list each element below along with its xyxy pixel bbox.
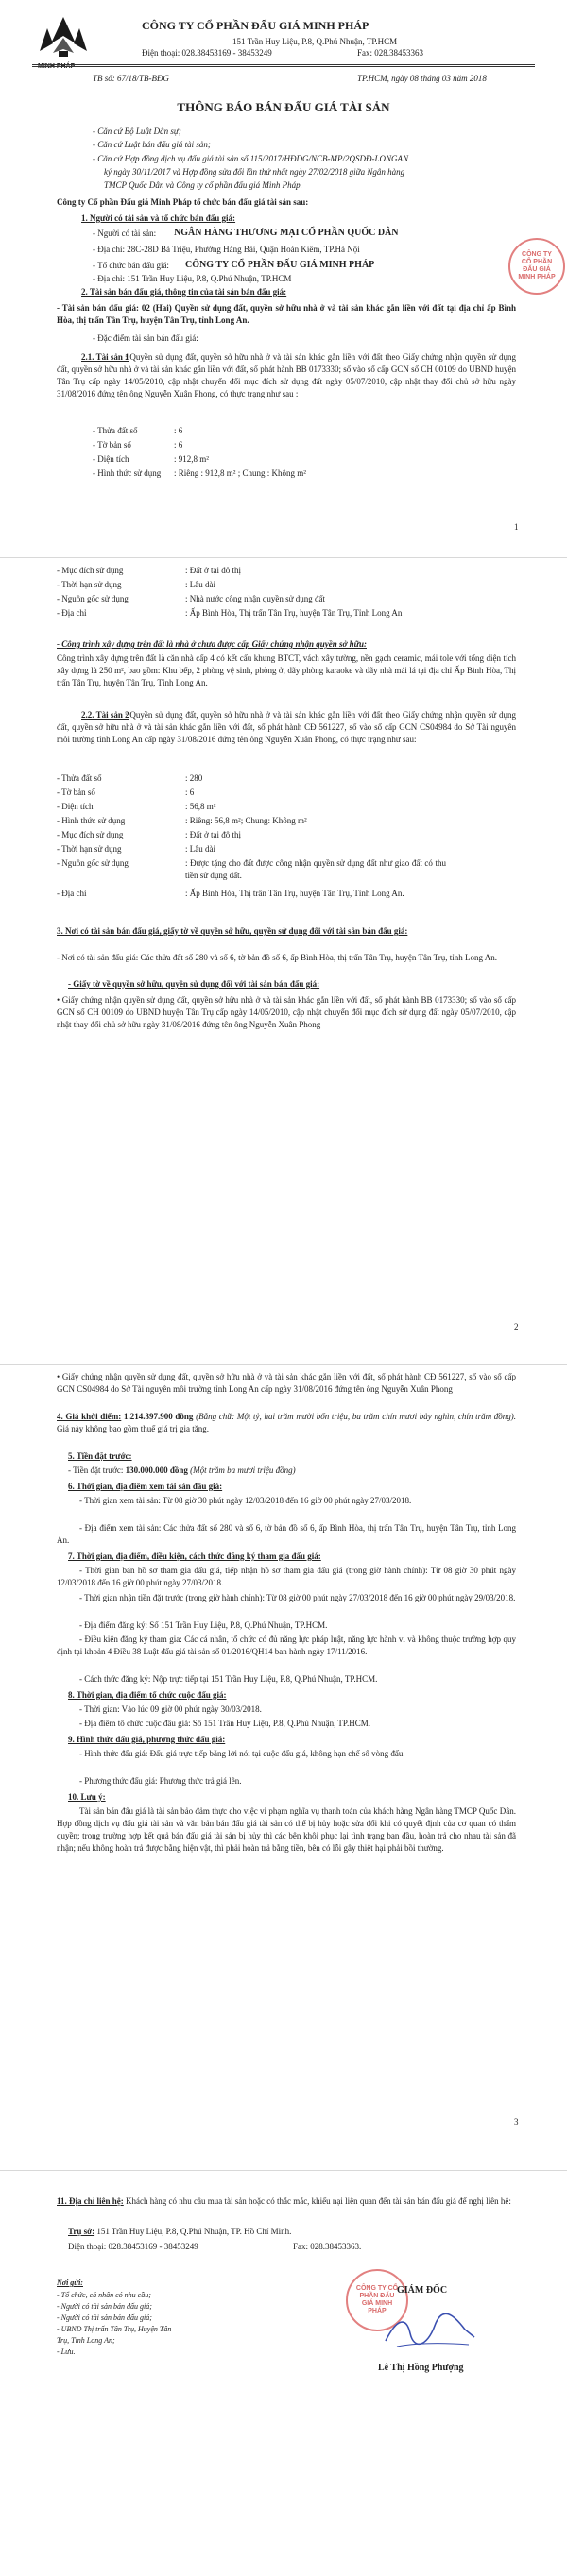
section-9-heading: 9. Hình thức đấu giá, phương thức đấu giá: [68,1735,226,1744]
asset-description: - Tài sản bán đấu giá: 02 (Hai) Quyền sử dụng đất, quyền sở hữu nhà ở và tài sản khác gắn liền với đất tại địa chỉ ấp Bình Hòa, thị trấn Tân Trụ, huyện Tân Trụ, tỉnh Long An. [57,303,516,325]
section-1-heading: 1. Người có tài sản và tổ chức bán đấu giá: [81,213,236,223]
section-8-heading: 8. Thời gian, địa điểm tổ chức cuộc đấu giá: [68,1690,227,1700]
legal-basis: TMCP Quốc Dân và Công ty cổ phần đấu giá Minh Pháp. [104,180,302,190]
spec-key: - Mục đích sử dụng [57,830,124,839]
company-name: CÔNG TY CỔ PHẦN ĐẤU GIÁ MINH PHÁP [142,19,369,32]
office-line [68,2226,291,2238]
owner-label: - Người có tài sản: [93,229,157,238]
auction-org-name: CÔNG TY CỔ PHẦN ĐẤU GIÁ MINH PHÁP [185,260,375,270]
page-separator [0,2170,567,2171]
recipient: - Người có tài sản bán đấu giá; [57,2313,152,2322]
section-6-heading: 6. Thời gian, địa điểm xem tài sản đấu giá: [68,1482,223,1491]
spec-key: - Tờ bản số [93,440,131,449]
building-heading: - Công trình xây dựng trên đất là nhà ở chưa được cấp Giấy chứng nhận quyền sở hữu: [57,639,367,649]
page-number: 2 [514,1322,519,1331]
registration-method: - Cách thức đăng ký: Nộp trực tiếp tại 151 Trần Huy Liệu, P.8, Q.Phú Nhuận, TP.HCM. [79,1674,378,1684]
page-number: 3 [514,2117,519,2127]
spec-value: : Nhà nước công nhận quyền sử dụng đất [185,594,325,603]
doc-title: THÔNG BÁO BÁN ĐẤU GIÁ TÀI SẢN [177,100,390,114]
auction-time: - Thời gian: Vào lúc 09 giờ 00 phút ngày 30/03/2018. [79,1704,262,1714]
legal-basis: - Căn cứ Luật bán đấu giá tài sản; [93,140,211,149]
spec-value: : Lâu dài [185,844,215,854]
page-1 [0,0,567,552]
signatory-title: GIÁM ĐỐC [397,2285,448,2296]
asset-1-label: 2.1. Tài sản 1 [81,352,129,362]
starting-price-note: Giá này không bao gồm thuế giá trị gia tăng. [57,1424,209,1433]
spec-value: : 56,8 m² [185,802,216,811]
company-address: 151 Trần Huy Liệu, P.8, Q.Phú Nhuận, TP.HCM [232,37,398,46]
spec-key: - Thửa đất số [57,773,102,783]
spec-value: : 6 [174,426,183,435]
office-label: Trụ sở: [68,2227,95,2236]
deposit-words: (Một trăm ba mươi triệu đồng) [190,1466,296,1475]
spec-value: : Lâu dài [185,580,215,589]
recipient: - Tổ chức, cá nhân có nhu cầu; [57,2291,151,2299]
auction-org-label: - Tổ chức bán đấu giá: [93,261,169,270]
page-separator [0,557,567,558]
spec-key: - Địa chỉ [57,608,87,618]
starting-price-words: (Bằng chữ: Một tỷ, hai trăm mười bốn triệu, ba trăm chín mươi bảy nghìn, chín trăm đồng). [196,1412,517,1421]
recipient: - UBND Thị trấn Tân Trụ, Huyện Tân [57,2325,172,2333]
spec-key: - Diện tích [57,802,94,811]
deposit-amount: 130.000.000 đồng [125,1466,188,1475]
spec-value: : Ấp Bình Hòa, Thị trấn Tân Trụ, huyện Tân Trụ, Tỉnh Long An. [185,889,404,898]
auction-form: - Hình thức đấu giá: Đấu giá trực tiếp bằng lời nói tại cuộc đấu giá, không hạn chế số vòng đấu. [79,1749,405,1758]
spec-value: : 912,8 m² [174,454,209,464]
page-number: 1 [514,522,519,532]
header-rule [32,64,535,65]
asset-2-label: 2.2. Tài sản 2 [81,710,129,720]
intro-line: Công ty Cổ phần Đấu giá Minh Pháp tổ chức bán đấu giá tài sản sau: [57,197,309,207]
section-11-heading: 11. Địa chỉ liên hệ: [57,2196,124,2206]
company-stamp [508,238,565,295]
auction-org-address: - Địa chỉ: 151 Trần Huy Liệu, P.8, Q.Phú Nhuận, TP.HCM [93,274,292,283]
spec-value: : Riêng : 912,8 m² ; Chung : Không m² [174,468,306,478]
spec-key: - Hình thức sử dụng [57,816,126,825]
section-10-heading: 10. Lưu ý: [68,1792,106,1802]
deposit-period: - Thời gian nhận tiền đặt trước (trong giờ hành chính): Từ 08 giờ 00 phút ngày 27/03/2018 đến 16 giờ 00 phút ngày 29/03/2018. [79,1593,516,1602]
deposit-label: - Tiền đặt trước: [68,1466,124,1475]
section-3-doc-1: • Giấy chứng nhận quyền sử dụng đất, quyền sở hữu nhà ở và tài sản khác gắn liền với đất, số phát hành BB 0173330; số vào sổ cấp GCN số CH 00109 do UBND huyện Tân Trụ cấp ngày 14/05/2010, cập nhật chuyển đổi mục đích sử dụng đất ngày 05/07/2010, cập nhật thay đổi chủ sở hữu ngày 31/08/2016 đứng tên ông Nguyễn Xuân Phong [57,995,516,1029]
spec-value: : Được tặng cho đất được công nhận quyền sử dụng đất như giao đất có thu tiền sử dụng đất. [185,858,446,880]
section-11-text: Khách hàng có nhu cầu mua tài sản hoặc có thắc mắc, khiếu nại liên quan đến tài sản bán đấu giá để nghị liên hệ: [126,2196,511,2206]
page-3 [0,1371,567,2164]
spec-key: - Mục đích sử dụng [57,566,124,575]
spec-value: : Đất ở tại đô thị [185,566,242,575]
spec-value: : Đất ở tại đô thị [185,830,242,839]
building-text: Công trình xây dựng trên đất là căn nhà cấp 4 có kết cấu khung BTCT, vách xây tường, nền gạch ceramic, mái tole với tổng diện tích xây dựng là 250 m², bao gồm: Khu bếp, 2 phòng vệ sinh, phòng ở, dãy phòng karaoke và dãy nhà mái lá tại địa chỉ Ấp Bình Hòa, Thị trấn Tân Trụ, huyện Tân Trụ, Tỉnh Long An. [57,653,516,687]
auction-method: - Phương thức đấu giá: Phương thức trả giá lên. [79,1776,242,1786]
doc-ref: TB số: 67/18/TB-BĐG [93,74,169,83]
spec-key: - Diện tích [93,454,129,464]
recipient: - Lưu. [57,2347,76,2356]
contact-phone: Điện thoại: 028.38453169 - 38453249 [68,2242,198,2251]
spec-value: : 6 [185,788,195,797]
spec-key: - Nguồn gốc sử dụng [57,858,129,868]
asset-2-description: : Quyền sử dụng đất, quyền sở hữu nhà ở và tài sản khác gắn liền với đất theo Giấy chứng nhận quyền sử dụng đất, quyền sở hữu nhà ở và tài sản khác gắn liền với đất, số phát hành CĐ 561227, số vào sổ cấp GCN CS04984 do Sở Tài nguyên môi trường tỉnh Long An cấp ngày 31/08/2016 đứng tên ông Nguyễn Xuân Phong, có thực trạng như sau: [57,710,516,744]
spec-key: - Thửa đất số [93,426,138,435]
asset-1-text [57,351,516,400]
registration-conditions: - Điều kiện đăng ký tham gia: Các cá nhân, tổ chức có đủ năng lực pháp luật, năng lực hành vi và không thuộc trường hợp quy định tại khoản 4 Điều 38 Luật đấu giá tài sản số 01/2016/QH14 ban hành ngày 17/11/2016. [57,1635,516,1656]
signature [378,2309,482,2354]
page-separator [0,1364,567,1365]
spec-key: - Thời hạn sử dụng [57,844,122,854]
section-3-heading: 3. Nơi có tài sản bán đấu giá, giấy tờ về quyền sở hữu, quyền sử dụng đối với tài sản bán đấu giá: [57,926,408,936]
contact-fax: Fax: 028.38453363. [293,2242,362,2251]
viewing-place: - Địa điểm xem tài sản: Các thửa đất số 280 và số 6, tờ bản đồ số 6, ấp Bình Hòa, thị trấn Tân Trụ, huyện Tân Trụ, tỉnh Long An. [57,1523,516,1545]
legal-basis: - Căn cứ Hợp đồng dịch vụ đấu giá tài sản số 115/2017/HĐDG/NCB-MP/2QSDĐ-LONGAN [93,154,409,163]
stamp-text: CÔNG TY CỔ PHẦN ĐẤU GIÁ MINH PHÁP [518,251,556,280]
section-3-docs-heading: - Giấy tờ về quyền sở hữu, quyền sử dụng đối với tài sản bán đấu giá: [68,979,320,989]
spec-value: : Ấp Bình Hòa, Thị trấn Tân Trụ, huyện Tân Trụ, Tỉnh Long An [185,608,403,618]
starting-price: 1.214.397.900 đồng [123,1412,194,1421]
company-fax: Fax: 028.38453363 [357,48,424,58]
section-7-heading: 7. Thời gian, địa điểm, điều kiện, cách thức đăng ký tham gia đấu giá: [68,1551,321,1561]
section-5-heading: 5. Tiền đặt trước: [68,1451,132,1461]
auction-place: - Địa điểm tổ chức cuộc đấu giá: Số 151 Trần Huy Liệu, P.8, Q.Phú Nhuận, TP.HCM. [79,1719,370,1728]
company-phone: Điện thoại: 028.38453169 - 38453249 [142,48,272,58]
section-3-doc-2: • Giấy chứng nhận quyền sử dụng đất, quyền sở hữu nhà ở và tài sản khác gắn liền với đất, số phát hành CĐ 561227, số vào sổ cấp GCN CS04984 do Sở Tài nguyên môi trường tỉnh Long An cấp ngày 31/08/2016 đứng tên ông Nguyễn Xuân Phong [57,1372,516,1394]
header-rule-2 [32,66,535,67]
spec-value: : 280 [185,773,203,783]
recipient: - Người có tài sản bán đấu giá; [57,2302,152,2311]
registration-place: - Địa điểm đăng ký: Số 151 Trần Huy Liệu, P.8, Q.Phú Nhuận, TP.HCM. [79,1620,328,1630]
notice-text: Tài sản bán đấu giá là tài sản bảo đảm thực cho việc vi phạm nghĩa vụ thanh toán của khách hàng Ngân hàng TMCP Quốc Dân. Hợp đồng dịch vụ đấu giá tài sản và văn bản bán đấu giá tài sản có thể bị hủy hoặc sửa đổi khi có quyết định của cơ quan có thẩm quyền; trong trường hợp kết quả bán đấu giá tài sản bị hủy thì các bên khôi phục lại tình trạng ban đầu, hoàn trả cho nhau tài sản đã nhận; nếu không hoàn trả được bằng hiện vật, thì phải hoàn trả bằng tiền, bên có lỗi gây thiệt hại phải bồi thường. [57,1806,516,1853]
asset-features-label: - Đặc điểm tài sản bán đấu giá: [93,333,198,343]
recipient: Trụ, Tỉnh Long An; [57,2336,115,2345]
registration-period: - Thời gian bán hồ sơ tham gia đấu giá, tiếp nhận hồ sơ tham gia đấu giá (trong giờ hành chính): Từ 08 giờ 30 phút ngày 12/03/2018 đến 16 giờ 00 phút ngày 27/03/2018. [57,1566,516,1587]
spec-key: - Thời hạn sử dụng [57,580,122,589]
spec-key: - Địa chỉ [57,889,87,898]
stamp-text: CÔNG TY CỔ PHẦN ĐẤU GIÁ MINH PHÁP [355,2285,399,2314]
doc-date: TP.HCM, ngày 08 tháng 03 năm 2018 [357,74,487,83]
section-2-heading: 2. Tài sản bán đấu giá, thông tin của tài sản bán đấu giá: [81,287,287,297]
signer-name: Lê Thị Hồng Phượng [378,2363,464,2373]
office-address: 151 Trần Huy Liệu, P.8, Q.Phú Nhuận, TP. Hồ Chí Minh. [96,2227,292,2236]
spec-value: : 6 [174,440,183,449]
asset-2-text [57,709,516,746]
asset-1-description: : Quyền sử dụng đất, quyền sở hữu nhà ở và tài sản khác gắn liền với đất theo Giấy chứng nhận quyền sử dụng đất, quyền sở hữu nhà ở và tài sản khác gắn liền với đất, số phát hành BB 0173330; số vào sổ cấp GCN số CH 00109 do UBND huyện Tân Trụ cấp ngày 14/05/2010, cập nhật chuyển đổi mục đích sử dụng đất ngày 05/07/2010, cập nhật thay đổi chủ sở hữu ngày 31/08/2016 đứng tên ông Nguyễn Xuân Phong, có thực trạng như sau : [57,352,516,398]
spec-key: - Tờ bản số [57,788,95,797]
page-4 [0,2177,567,2576]
spec-key: - Hình thức sử dụng [93,468,162,478]
legal-basis: ký ngày 30/11/2017 và Hợp đồng sửa đổi lần thứ nhất ngày 27/02/2018 giữa Ngân hàng [104,167,405,177]
legal-basis: - Căn cứ Bộ Luật Dân sự; [93,127,181,136]
owner-name: NGÂN HÀNG THƯƠNG MẠI CỔ PHẦN QUỐC DÂN [174,228,399,238]
recipients-heading: Nơi gửi: [57,2279,83,2287]
owner-address: - Địa chỉ: 28C-28D Bà Triệu, Phường Hàng Bài, Quận Hoàn Kiếm, TP.Hà Nội [93,245,360,254]
spec-value: : Riêng: 56,8 m²; Chung: Không m² [185,816,307,825]
section-4 [57,1411,516,1435]
deposit-line [68,1465,296,1477]
section-4-heading: 4. Giá khởi điểm: [57,1412,122,1421]
section-11 [57,2195,516,2208]
spec-key: - Nguồn gốc sử dụng [57,594,129,603]
viewing-time: - Thời gian xem tài sản: Từ 08 giờ 30 phút ngày 12/03/2018 đến 16 giờ 00 phút ngày 27/03/2018. [79,1496,412,1505]
section-3-location: - Nơi có tài sản đấu giá: Các thửa đất số 280 và số 6, tờ bản đồ số 6, ấp Bình Hòa, thị trấn Tân Trụ, huyện Tân Trụ, tỉnh Long An. [57,953,498,962]
page-2 [0,565,567,1358]
